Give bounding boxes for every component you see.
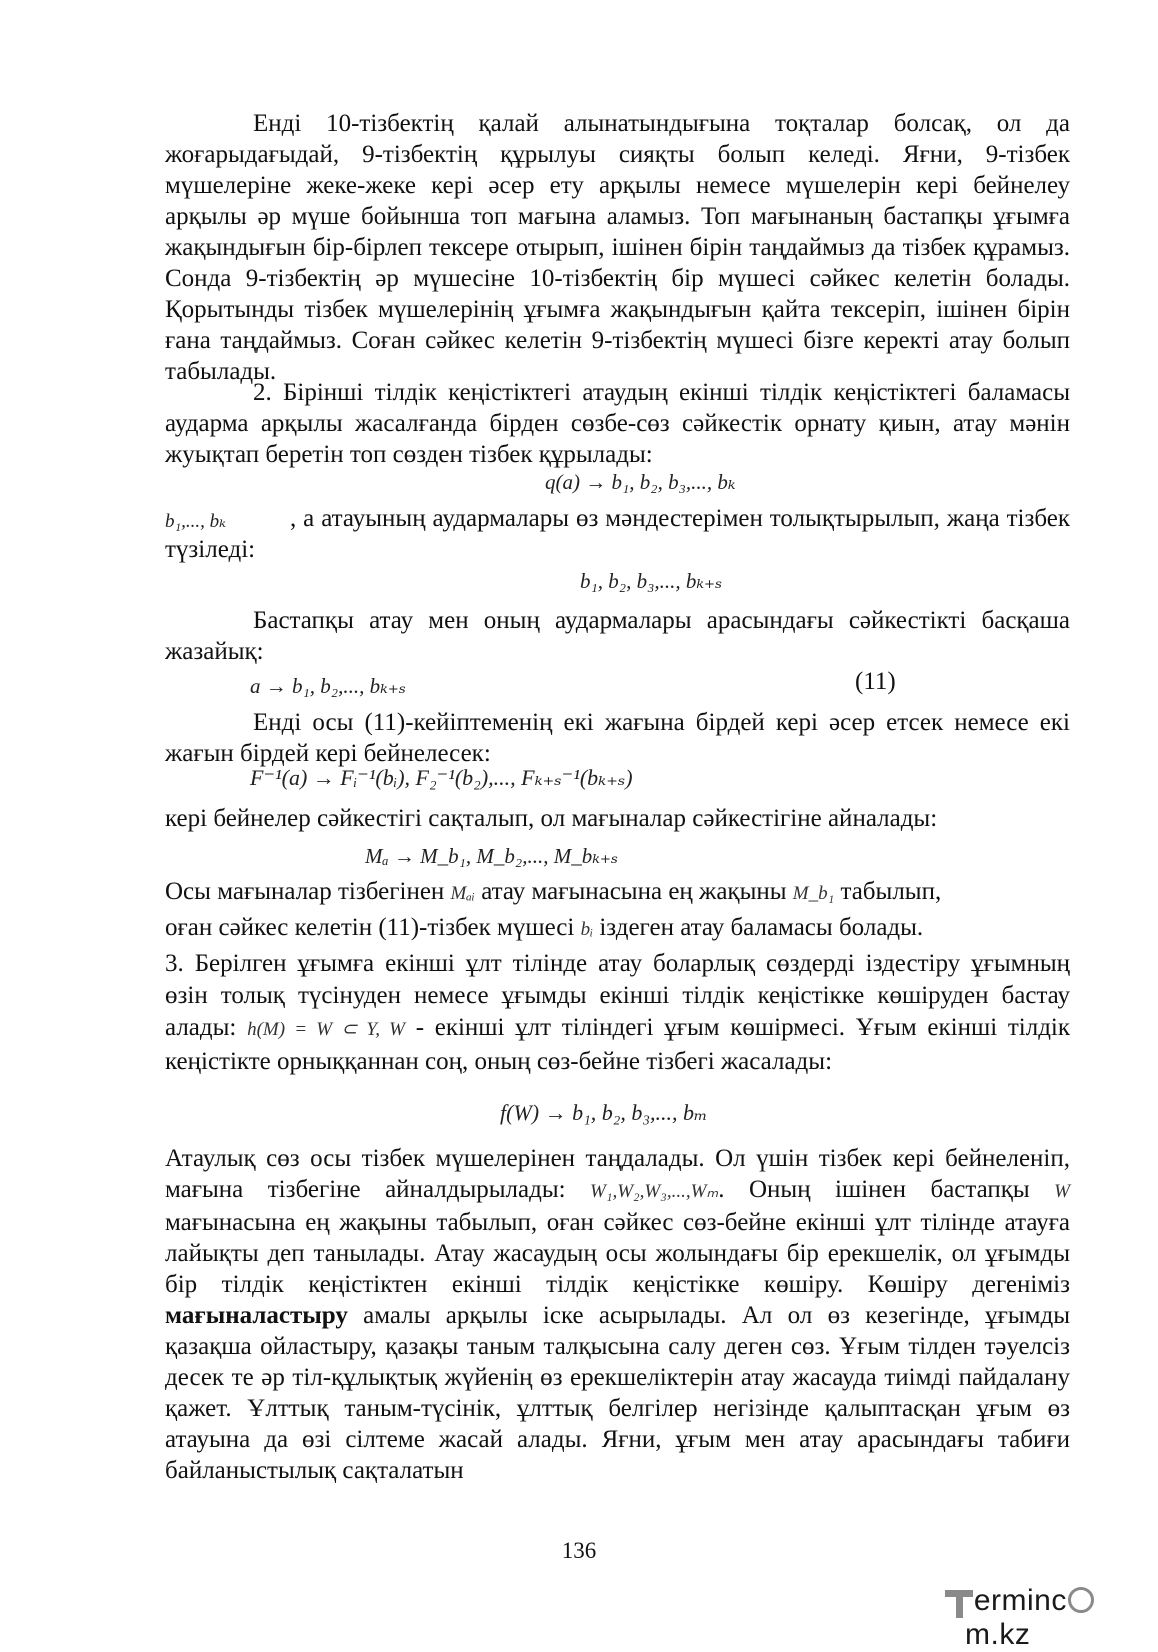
paragraph-10 — [165, 1143, 1070, 1486]
paragraph-8-part-a: оған сәйкес келетін (11)-тізбек мүшесі — [165, 914, 575, 941]
formula-w: W — [1054, 1181, 1070, 1202]
paragraph-7-part-a: Осы мағыналар тізбегінен — [165, 878, 445, 905]
paragraph-7-part-b: атау мағынасына ең жақыны — [481, 878, 787, 905]
paragraph-9-part-a: 3. Берілген ұғымға екінші ұлт тілінде атау боларлық сөздерді іздестіру ұғымның өзін толық түсінуден немесе ұғымды екінші тілдік кеңістікке көшіруден бастау алады: — [165, 950, 1070, 1041]
formula-bi: bᵢ — [580, 919, 594, 940]
page-number: 136 — [561, 1538, 597, 1563]
logo-text: ermincm.kz — [965, 1584, 1145, 1652]
paragraph-7-part-c: табылып, — [840, 878, 942, 905]
formula-meanings: Mₐ → M_b₁, M_b₂,..., M_bₖ₊ₛ — [365, 844, 619, 868]
paragraph-9 — [165, 948, 1070, 1078]
paragraph-6: кері бейнелер сәйкестігі сақталып, ол мағыналар сәйкестігіне айналады: — [165, 805, 938, 832]
formula-b1-bk: b₁,..., bₖ — [165, 511, 227, 532]
paragraph-5: Енді осы (11)-кейіптеменің екі жағына бірдей кері әсер етсек немесе екі жағын бірдей кері бейнелесек: — [165, 709, 1070, 767]
formula-f-w: f(W) → b₁, b₂, b₃,..., bₘ — [500, 1100, 708, 1125]
equation-number: (11) — [855, 668, 896, 695]
paragraph-10-bold-term: мағыналастыру — [165, 1302, 348, 1329]
paragraph-9-part-b: - екінші ұлт тіліндегі ұғым көшірмесі. Ұғым екінші тілдік кеңістікте орныққаннан соң, оның сөз-бейне тізбегі жасалады: — [165, 1014, 1070, 1075]
paragraph-8 — [165, 912, 1070, 945]
formula-q-a: q(a) → b₁, b₂, b₃,..., bₖ — [545, 470, 736, 494]
formula-b-sequence: b₁, b₂, b₃,..., bₖ₊ₛ — [580, 569, 723, 593]
paragraph-10-part-c: мағынасына ең жақыны табылып, оған сәйкес сөз-бейне екінші ұлт тілінде атауға лайықты деп танылады. Атау жасаудың осы жолындағы бір ерекшелік, ол ұғымды бір тілдік кеңістіктен екінші тілдік кеңістікке көшіру. Көшіру дегеніміз — [165, 1209, 1070, 1298]
termincom-logo — [945, 1580, 1145, 1651]
paragraph-1: Енді 10-тізбектің қалай алынатындығына тоқталар болсақ, ол да жоғарыдағыдай, 9-тізбектің құрылуы сияқты болып келеді. Яғни, 9-тізбек мүшелеріне жеке-жеке кері әсер ету арқылы немесе мүшелерін кері бейнелеу арқылы әр мүше бойынша топ мағына аламыз. Топ мағынаның бастапқы ұғымға жақындығын бір-бірлеп тексере отырып, ішінен бірін таңдаймыз да тізбек құрамыз. Сонда 9-тізбектің әр мүшесіне 10-тізбектің бір мүшесі сәйкес келетін болады. Қорытынды тізбек мүшелерінің ұғымға жақындығын қайта тексеріп, ішінен бірін ғана таңдаймыз. Соған сәйкес келетін 9-тізбектің мүшесі бізге керекті атау болып табылады. — [165, 110, 1070, 385]
formula-m-ai: Mₐᵢ — [450, 883, 475, 904]
formula-inverse-map: F⁻¹(a) → Fᵢ⁻¹(bᵢ), F₂⁻¹(b₂),..., Fₖ₊ₛ⁻¹(bₖ₊ₛ) — [250, 765, 633, 790]
formula-m-b1: M_b₁ — [792, 883, 835, 904]
formula-h-m: h(M) = W ⊂ Y, W — [247, 1019, 406, 1040]
formula-a-to-b: a → b₁, b₂,..., bₖ₊ₛ — [250, 674, 406, 698]
paragraph-10-part-d: амалы арқылы іске асырылады. Ал ол өз кезегінде, ұғымды қазақша ойластыру, қазақы таным талқысына салу деген сөз. Ұғым тілден тәуелсіз десек те әр тіл-құлықтық жүйенің өз ерекшеліктерін атау жасауда тиімді пайдалану қажет. Ұлттық таным-түсінік, ұлттық белгілер негізінде қалыптасқан ұғым өз атауына да өзі сілтеме жасай алады. Яғни, ұғым мен атау арасындағы табиғи байланыстылық сақталатын — [165, 1302, 1071, 1484]
paragraph-7 — [165, 876, 1070, 909]
formula-w-list: W₁,W₂,W₃,...,Wₘ — [590, 1181, 719, 1202]
logo-t-stem — [956, 1590, 963, 1618]
paragraph-10-part-b: . Оның ішінен бастапқы — [718, 1176, 1030, 1203]
paragraph-10-part-a: Атаулық сөз осы тізбек мүшелерінен таңдалады. Ол үшін тізбек кері бейнеленіп, мағына тізбегіне айналдырылады: — [165, 1145, 1070, 1203]
paragraph-4: Бастапқы атау мен оның аудармалары арасындағы сәйкестікті басқаша жазайық: — [165, 607, 1070, 665]
paragraph-2: 2. Бірінші тілдік кеңістіктегі атаудың екінші тілдік кеңістіктегі баламасы аударма арқылы жасалғанда бірден сөзбе-сөз сәйкестік орнату қиын, атау мәнін жуықтап беретін топ сөзден тізбек құрылады: — [165, 379, 1070, 468]
paragraph-8-part-b: іздеген атау баламасы болады. — [599, 914, 924, 941]
paragraph-3: , a атауының аудармалары өз мәндестерімен толықтырылып, жаңа тізбек түзіледі: — [165, 505, 1070, 563]
